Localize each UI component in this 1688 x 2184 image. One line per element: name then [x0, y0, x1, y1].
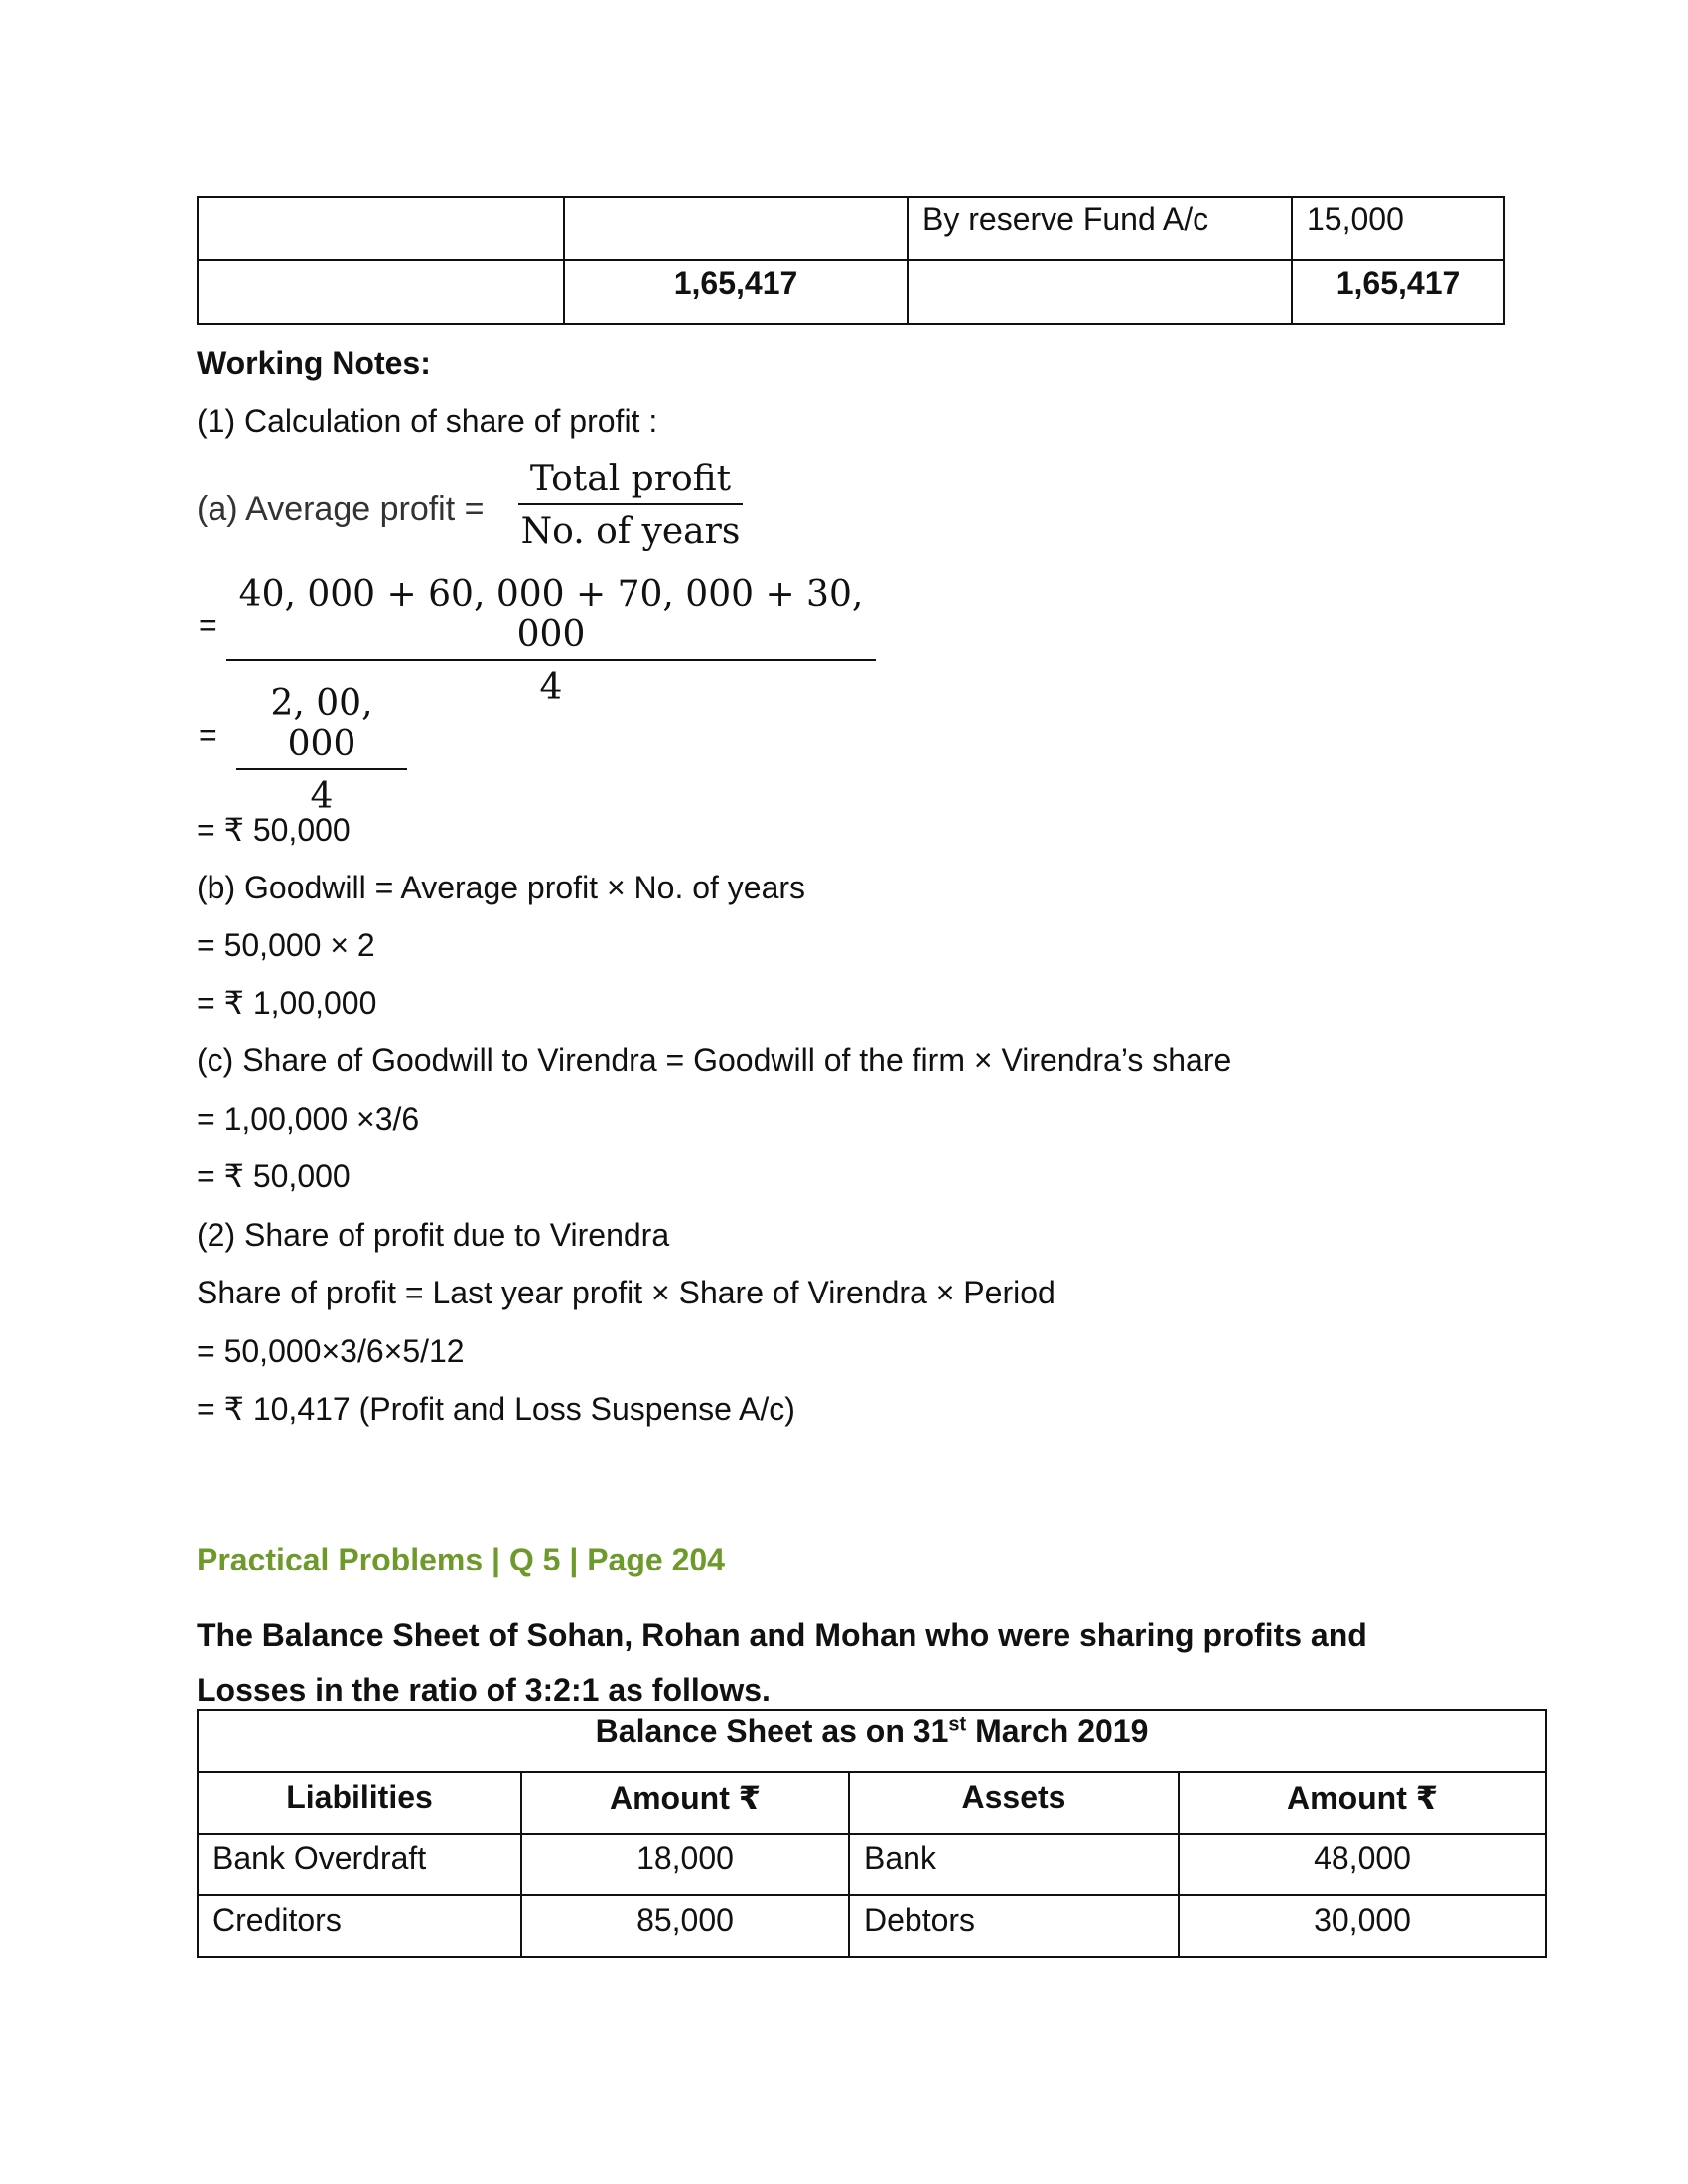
table-row: [198, 1895, 1546, 1957]
title-superscript: st: [948, 1713, 967, 1736]
note-line: (c) Share of Goodwill to Virendra = Goodwill of the firm × Virendra’s share: [197, 1042, 1232, 1078]
fraction-denominator: No. of years: [520, 511, 741, 552]
fraction-numerator: Total profit: [518, 459, 743, 505]
working-notes-heading: Working Notes:: [197, 345, 431, 381]
ledger-row: [198, 197, 1504, 260]
fraction-numerator: 2, 00, 000: [236, 683, 407, 770]
problem-heading: Practical Problems | Q 5 | Page 204: [197, 1542, 725, 1577]
note-line: = ₹ 50,000: [197, 1159, 351, 1194]
total-fraction: [236, 683, 407, 817]
asset-amount: 48,000: [1179, 1834, 1546, 1895]
balance-sheet-table: [197, 1709, 1547, 1958]
note-line: (b) Goodwill = Average profit × No. of years: [197, 870, 806, 905]
asset-name: Bank: [849, 1834, 1179, 1895]
equals-sign: =: [199, 608, 217, 643]
ledger-cell: [198, 197, 564, 260]
fraction-denominator: 4: [310, 776, 334, 817]
ledger-total-row: [198, 260, 1504, 324]
liability-amount: 18,000: [521, 1834, 849, 1895]
liability-name: Creditors: [198, 1895, 521, 1957]
asset-amount: 30,000: [1179, 1895, 1546, 1957]
header-amount: Amount ₹: [1179, 1772, 1546, 1834]
note-line: = ₹ 50,000: [197, 812, 351, 848]
question-line: Losses in the ratio of 3:2:1 as follows.: [197, 1672, 771, 1707]
balance-sheet-title: [198, 1710, 1546, 1772]
title-text: March 2019: [966, 1713, 1149, 1749]
fraction-denominator: 4: [539, 667, 563, 708]
question-line: The Balance Sheet of Sohan, Rohan and Mohan who were sharing profits and: [197, 1617, 1367, 1653]
note-line: = 50,000 × 2: [197, 927, 375, 963]
table-row: [198, 1834, 1546, 1895]
ledger-cell: By reserve Fund A/c: [908, 197, 1292, 260]
note-line: (2) Share of profit due to Virendra: [197, 1217, 670, 1253]
ledger-total-credit: 1,65,417: [1292, 260, 1504, 324]
ledger-table: [197, 196, 1505, 325]
note-line: Share of profit = Last year profit × Share of Virendra × Period: [197, 1275, 1055, 1310]
average-profit-label: (a) Average profit =: [197, 490, 485, 528]
ledger-total-debit: 1,65,417: [564, 260, 908, 324]
average-profit-fraction: [518, 459, 743, 552]
note-line: = 50,000×3/6×5/12: [197, 1333, 465, 1369]
liability-name: Bank Overdraft: [198, 1834, 521, 1895]
ledger-cell: [908, 260, 1292, 324]
fraction-numerator: 40, 000 + 60, 000 + 70, 000 + 30, 000: [226, 574, 876, 661]
ledger-cell: [198, 260, 564, 324]
liability-amount: 85,000: [521, 1895, 849, 1957]
ledger-cell: 15,000: [1292, 197, 1504, 260]
note-line: = ₹ 10,417 (Profit and Loss Suspense A/c): [197, 1391, 795, 1427]
note-line: = ₹ 1,00,000: [197, 985, 377, 1021]
title-text: Balance Sheet as on 31: [595, 1713, 949, 1749]
note1-title: (1) Calculation of share of profit :: [197, 403, 658, 439]
equals-sign: =: [199, 717, 217, 752]
balance-sheet-title-row: [198, 1710, 1546, 1772]
ledger-cell: [564, 197, 908, 260]
header-liabilities: Liabilities: [198, 1772, 521, 1834]
note-line: = 1,00,000 ×3/6: [197, 1101, 420, 1137]
header-amount: Amount ₹: [521, 1772, 849, 1834]
header-assets: Assets: [849, 1772, 1179, 1834]
asset-name: Debtors: [849, 1895, 1179, 1957]
balance-sheet-header-row: [198, 1772, 1546, 1834]
